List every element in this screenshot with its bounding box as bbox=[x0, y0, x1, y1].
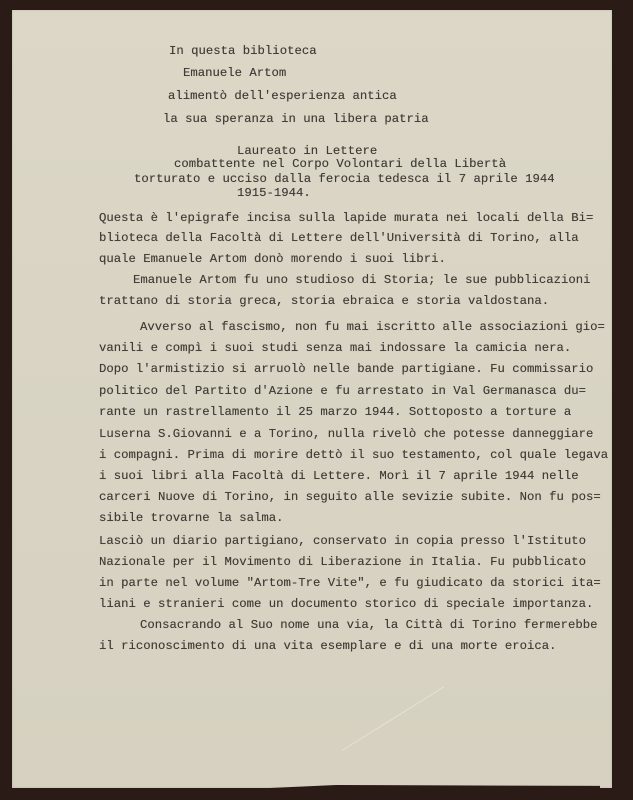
paper-fold-crease bbox=[342, 686, 444, 750]
body-line-9: politico del Partito d'Azione e fu arrestato in Val Germanasca du= bbox=[99, 384, 587, 398]
paper-sheet bbox=[12, 10, 612, 788]
body-line-15: sibile trovarne la salma. bbox=[99, 511, 284, 525]
body-line-1: Questa è l'epigrafe incisa sulla lapide murata nei locali della Bi= bbox=[99, 211, 594, 225]
body-line-20: Consacrando al Suo nome una via, la Città di Torino fermerebbe bbox=[140, 618, 598, 632]
body-line-7: vanili e compì i suoi studi senza mai indossare la camicia nera. bbox=[99, 341, 572, 355]
body-line-3: quale Emanuele Artom donò morendo i suoi libri. bbox=[99, 252, 446, 266]
body-line-18: in parte nel volume "Artom-Tre Vite", e fu giudicato da storici ita= bbox=[99, 576, 601, 590]
dedication-line-4: 1915-1944. bbox=[237, 186, 311, 200]
dedication-line-3: torturato e ucciso dalla ferocia tedesca il 7 aprile 1944 bbox=[134, 172, 555, 186]
body-line-4: Emanuele Artom fu uno studioso di Storia; le sue pubblicazioni bbox=[133, 273, 591, 287]
body-line-8: Dopo l'armistizio si arruolò nelle bande partigiane. Fu commissario bbox=[99, 362, 594, 376]
body-line-19: liani e stranieri come un documento storico di speciale importanza. bbox=[99, 597, 594, 611]
dedication-line-2: combattente nel Corpo Volontari della Libertà bbox=[174, 157, 507, 171]
body-line-14: carceri Nuove di Torino, in seguito alle sevizie subite. Non fu pos= bbox=[99, 490, 601, 504]
epigraph-line-2: Emanuele Artom bbox=[183, 66, 287, 80]
body-line-2: blioteca della Facoltà di Lettere dell'Università di Torino, alla bbox=[99, 231, 579, 245]
body-line-21: il riconoscimento di una vita esemplare e di una morte eroica. bbox=[99, 639, 557, 653]
epigraph-line-3: alimentò dell'esperienza antica bbox=[168, 89, 397, 103]
dedication-line-1: Laureato in Lettere bbox=[237, 144, 378, 158]
body-line-5: trattano di storia greca, storia ebraica e storia valdostana. bbox=[99, 294, 550, 308]
body-line-13: i suoi libri alla Facoltà di Lettere. Morì il 7 aprile 1944 nelle bbox=[99, 469, 579, 483]
epigraph-line-1: In questa biblioteca bbox=[169, 44, 317, 58]
body-line-6: Avverso al fascismo, non fu mai iscritto alle associazioni gio= bbox=[140, 320, 605, 334]
body-line-10: rante un rastrellamento il 25 marzo 1944. Sottoposto a torture a bbox=[99, 405, 572, 419]
body-line-17: Nazionale per il Movimento di Liberazione in Italia. Fu pubblicato bbox=[99, 555, 587, 569]
body-line-11: Luserna S.Giovanni e a Torino, nulla rivelò che potesse danneggiare bbox=[99, 427, 594, 441]
body-line-12: i compagni. Prima di morire dettò il suo testamento, col quale legava bbox=[99, 448, 609, 462]
body-line-16: Lasciò un diario partigiano, conservato in copia presso l'Istituto bbox=[99, 534, 587, 548]
epigraph-line-4: la sua speranza in una libera patria bbox=[163, 112, 429, 126]
